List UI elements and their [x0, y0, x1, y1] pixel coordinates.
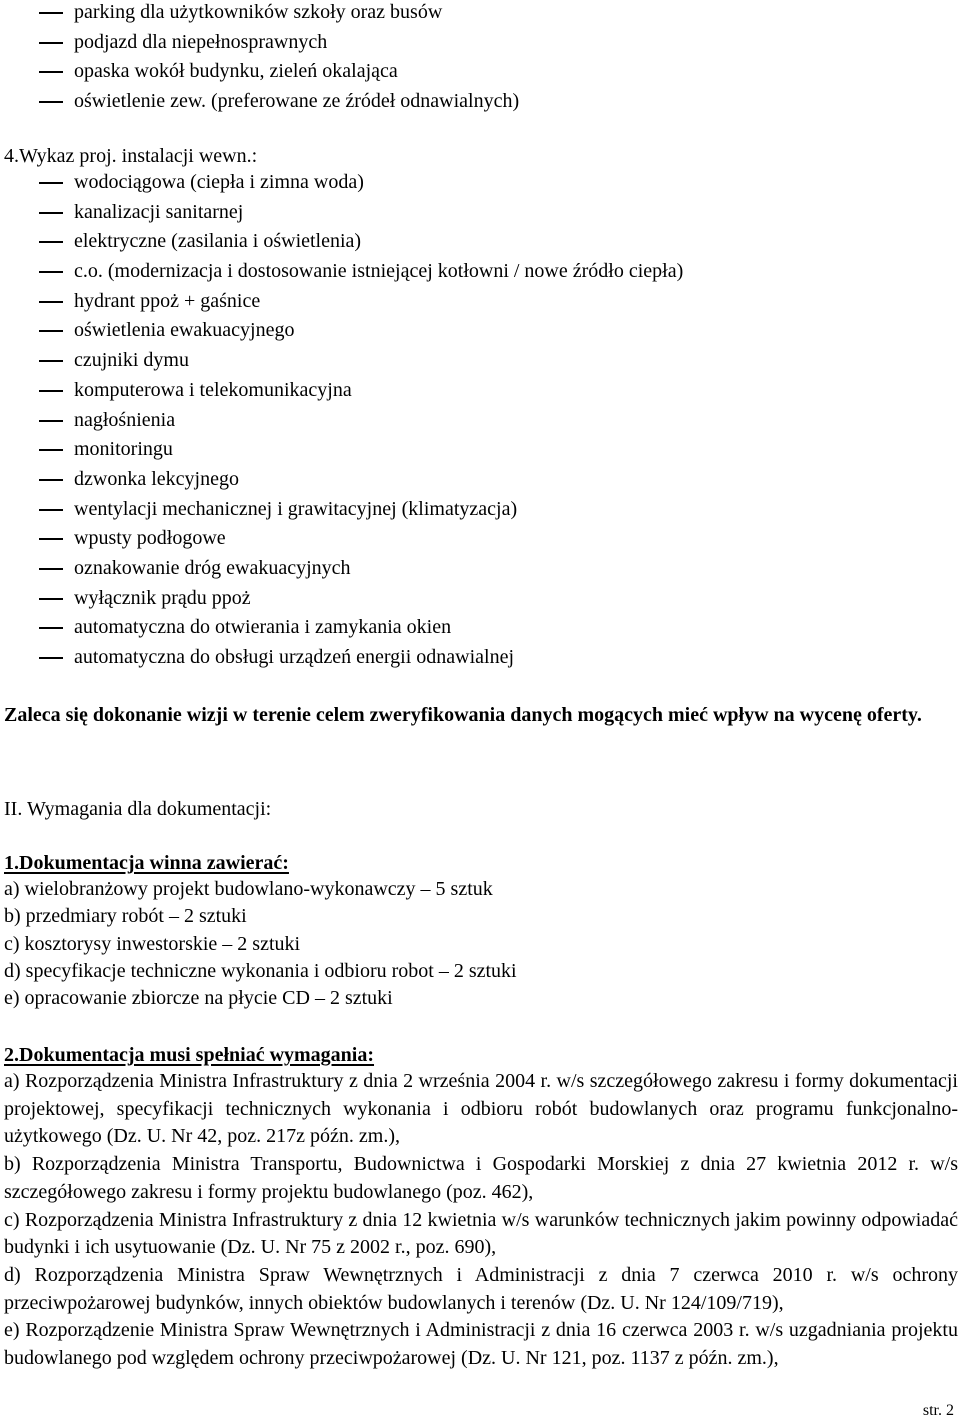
documentation-contents-heading: 1.Dokumentacja winna zawierać:: [4, 852, 289, 874]
list-item: b) Rozporządzenia Ministra Transportu, Budownictwa i Gospodarki Morskiej z dnia 27 kwietnia 2012 r. w/s szczegółowego zakresu i formy projektu budowlanego (poz. 462),: [4, 1153, 958, 1203]
list-item: [0, 495, 960, 525]
list-item-text: dzwonka lekcyjnego: [74, 467, 239, 490]
list-item: [0, 643, 960, 673]
list-item-text: wpusty podłogowe: [74, 527, 226, 550]
dash-bullet-icon: [39, 406, 63, 436]
list-item: [0, 28, 960, 58]
list-item-text: wodociągowa (ciepła i zimna woda): [74, 171, 364, 193]
documentation-requirements-heading: 2.Dokumentacja musi spełniać wymagania:: [4, 1044, 375, 1066]
dash-bullet-icon: [39, 435, 63, 465]
dash-bullet-icon: [39, 524, 63, 554]
dash-bullet-icon: [39, 198, 63, 228]
page-number: str. 2: [922, 1402, 954, 1419]
list-item: b) przedmiary robót – 2 sztuki: [4, 905, 247, 928]
list-item-text: automatyczna do obsługi urządzeń energii odnawialnej: [74, 646, 515, 668]
dash-bullet-icon: [39, 316, 63, 346]
dash-bullet-icon: [39, 495, 63, 525]
dash-bullet-icon: [39, 57, 63, 87]
dash-bullet-icon: [39, 613, 63, 643]
list-item-text: parking dla użytkowników szkoły oraz busów: [74, 1, 443, 23]
list-item-text: wyłącznik prądu ppoż: [74, 586, 251, 609]
list-item: [0, 376, 960, 406]
list-item: e) opracowanie zbiorcze na płycie CD – 2 sztuki: [4, 987, 393, 1010]
list-item: [0, 316, 960, 346]
dash-bullet-icon: [39, 346, 63, 376]
list-item: d) Rozporządzenia Ministra Spraw Wewnętrznych i Administracji z dnia 7 czerwca 2010 r. w/s ochrony przeciwpożarowej budynków, innych obiektów budowlanych i terenów (Dz. U. Nr 124/109/719),: [4, 1263, 958, 1314]
dash-bullet-icon: [39, 376, 63, 406]
list-item: [0, 435, 960, 465]
section-heading: II. Wymagania dla dokumentacji:: [4, 798, 272, 820]
dash-bullet-icon: [39, 287, 63, 317]
installations-list: [0, 168, 960, 673]
list-item-text: elektryczne (zasilania i oświetlenia): [74, 230, 362, 253]
list-item: a) wielobranżowy projekt budowlano-wykonawczy – 5 sztuk: [4, 878, 493, 900]
list-item-text: komputerowa i telekomunikacyjna: [74, 378, 352, 401]
list-item-text: oświetlenia ewakuacyjnego: [74, 319, 295, 342]
list-item: [0, 613, 960, 643]
list-item-text: monitoringu: [74, 438, 173, 461]
list-item: [0, 0, 960, 28]
installations-heading: 4.Wykaz proj. instalacji wewn.:: [4, 145, 258, 167]
list-item-text: czujniki dymu: [74, 349, 189, 372]
list-item-text: wentylacji mechanicznej i grawitacyjnej (klimatyzacja): [74, 497, 518, 520]
list-item-text: hydrant ppoż + gaśnice: [74, 289, 261, 312]
list-item: a) Rozporządzenia Ministra Infrastruktury z dnia 2 września 2004 r. w/s szczegółowego zakresu i formy dokumentacji projektowej, specyfikacji technicznych wykonania i odbioru robót budowlanych oraz programu funkcjonalno-użytkowego (Dz. U. Nr 42, poz. 217z późn. zm.),: [4, 1070, 958, 1148]
list-item: [0, 465, 960, 495]
dash-bullet-icon: [39, 554, 63, 584]
list-item-text: opaska wokół budynku, zieleń okalająca: [74, 60, 398, 83]
dash-bullet-icon: [39, 168, 63, 198]
dash-bullet-icon: [39, 87, 63, 117]
dash-bullet-icon: [39, 257, 63, 287]
list-item: [0, 87, 960, 117]
list-item-text: podjazd dla niepełnosprawnych: [74, 30, 328, 53]
list-item-text: c.o. (modernizacja i dostosowanie istniejącej kotłowni / nowe źródło ciepła): [74, 260, 684, 283]
list-item: [0, 57, 960, 87]
list-item: e) Rozporządzenie Ministra Spraw Wewnętrznych i Administracji z dnia 16 czerwca 2003 r. w/s uzgadniania projektu budowlanego pod względem ochrony przeciwpożarowej (Dz. U. Nr 121, poz. 1137 z późn. zm.),: [4, 1319, 958, 1370]
list-item: [0, 406, 960, 436]
list-item: [0, 257, 960, 287]
list-item-text: kanalizacji sanitarnej: [74, 200, 244, 223]
dash-bullet-icon: [39, 584, 63, 614]
list-item: [0, 524, 960, 554]
list-item: [0, 554, 960, 584]
site-visit-note: Zaleca się dokonanie wizji w terenie celem zweryfikowania danych mogących mieć wpływ na wycenę oferty.: [4, 704, 922, 726]
list-item: [0, 584, 960, 614]
documentation-contents-list: [4, 876, 517, 1012]
list-item: [0, 287, 960, 317]
dash-bullet-icon: [39, 28, 63, 58]
list-item-text: oświetlenie zew. (preferowane ze źródeł odnawialnych): [74, 90, 520, 113]
list-item: [0, 227, 960, 257]
list-item-text: nagłośnienia: [74, 408, 176, 431]
list-item-text: automatyczna do otwierania i zamykania okien: [74, 616, 452, 639]
list-item: c) Rozporządzenia Ministra Infrastruktury z dnia 12 kwietnia w/s warunków technicznych jakim powinny odpowiadać budynki i ich usytuowanie (Dz. U. Nr 75 z 2002 r., poz. 690),: [4, 1208, 958, 1259]
site-elements-list: [0, 0, 960, 117]
dash-bullet-icon: [39, 465, 63, 495]
dash-bullet-icon: [39, 643, 63, 673]
list-item: d) specyfikacje techniczne wykonania i odbioru robot – 2 sztuki: [4, 959, 517, 982]
dash-bullet-icon: [39, 227, 63, 257]
list-item: c) kosztorysy inwestorskie – 2 sztuki: [4, 932, 301, 955]
list-item: [0, 168, 960, 198]
dash-bullet-icon: [39, 0, 63, 28]
list-item: [0, 346, 960, 376]
documentation-requirements-list: [4, 1068, 958, 1373]
list-item-text: oznakowanie dróg ewakuacyjnych: [74, 556, 351, 579]
list-item: [0, 198, 960, 228]
